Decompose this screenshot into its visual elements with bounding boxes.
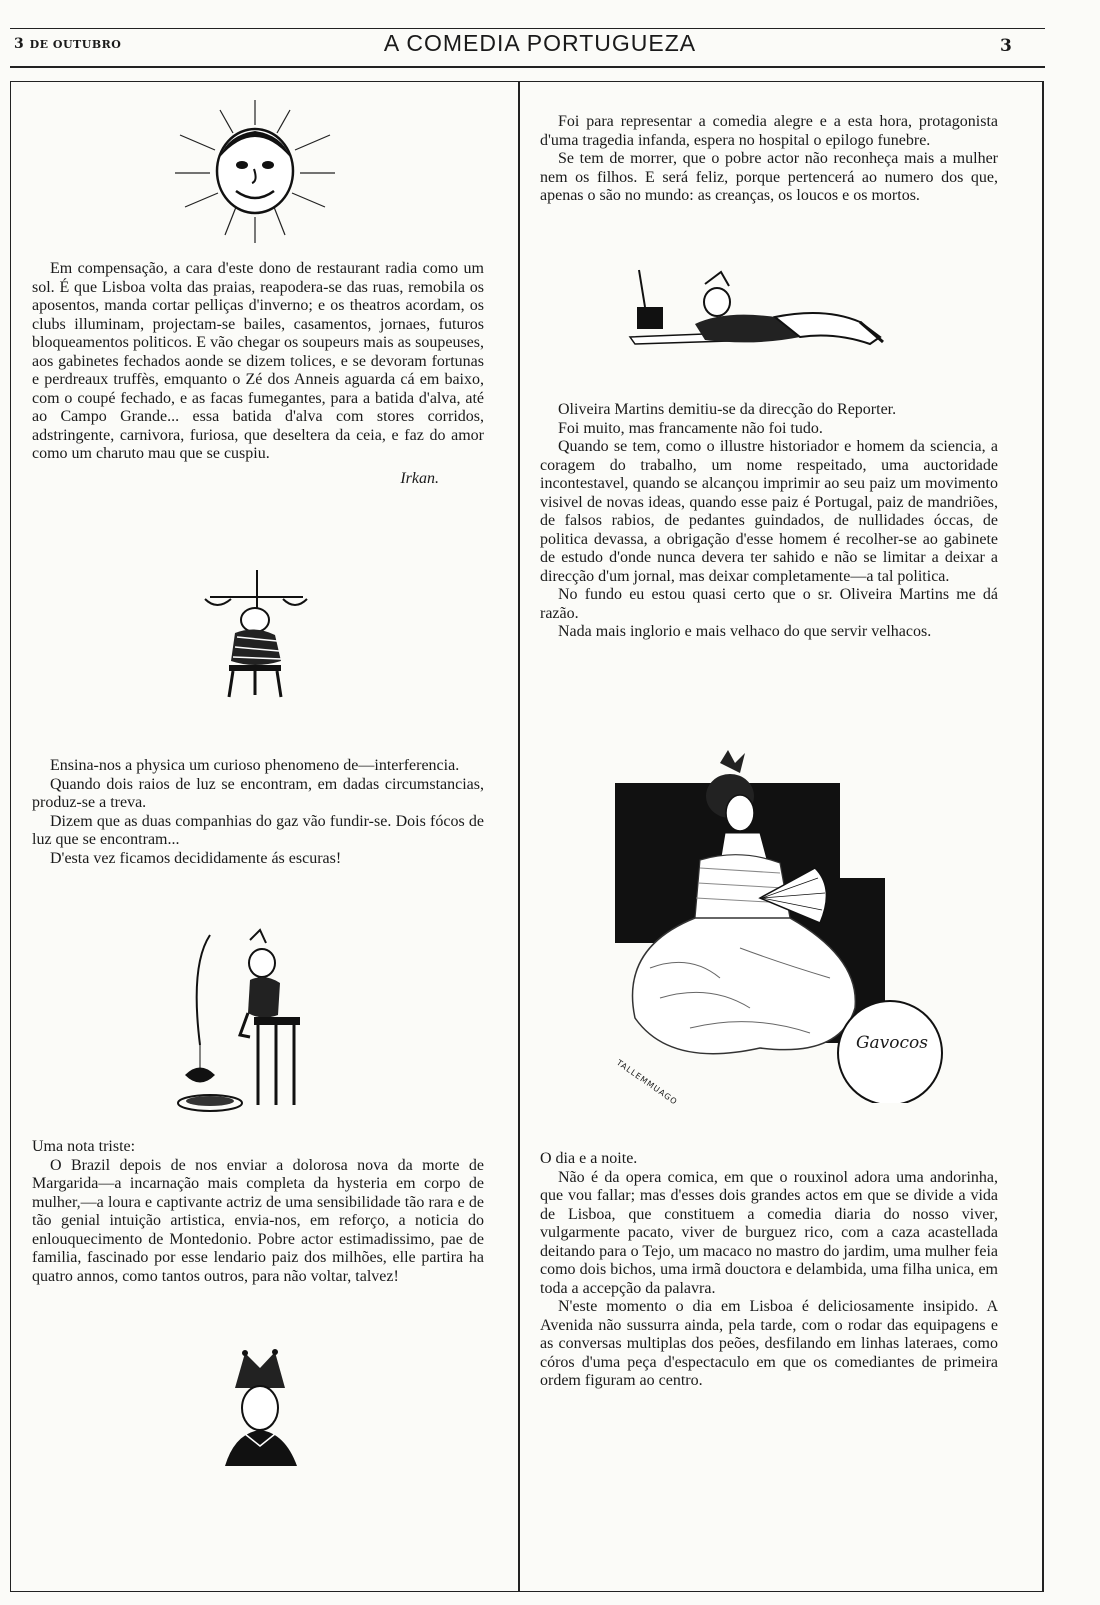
article-day-and-night [540, 1150, 998, 1391]
article-restaurant-body: Em compensação, a cara d'este dono de restaurant radia como um sol. É que Lisboa volta das praias, reapodera-se das ruas, remobila os aposentos, manda cortar pelliças d'inverno; e os theatros acordam, os clubs illuminam, projectam-se bailes, casamentos, jornaes, futuros bloqueamentos politicos. E vão chegar os soupeurs mais as soupeuses, aos gabinetes fechados aonde se dizem tolices, e se devoram fortunas e perdreaux truffès, emquanto o Zé dos Anneis aguarda cá em baixo, com o coupé fechado, e as facas fumegantes, para a batida d'alva, até ao Campo Grande... essa batida d'alva com stores corridos, adstringente, carnivora, furiosa, que deseltera da ceia, e faz do amor como um charuto mau que se cuspiu. [32, 260, 484, 462]
header-date-number: 3 [14, 36, 25, 52]
illustration-artist-signature: TALLEMMUAGO [614, 1058, 680, 1107]
frame-rule-right [1042, 82, 1044, 1592]
physics-paragraph-2: Quando dois raios de luz se encontram, em dadas circumstancias, produz-se a treva. [32, 775, 484, 811]
day-night-paragraph-1: Não é da opera comica, em que o rouxinol adora uma andorinha, que vou fallar; mas d'esses dois grandes actos em que se divide a vida de Lisboa, que constituem a comedia diaria do nosso viver, vulgarmente pacato, viver de burguez rico, com a caza acastellada deitando para o Tejo, um macaco no mastro do jardim, uma mulher feia como dois bichos, uma irmã douctora e delambida, uma filha unica, em toda a accepção da palavra. [540, 1168, 998, 1297]
column-divider [518, 82, 520, 1592]
fishing-figure-illustration [170, 925, 310, 1115]
oliveira-paragraph-4: No fundo eu estou quasi certo que o sr. Oliveira Martins me dá razão. [540, 586, 998, 622]
oliveira-paragraph-5: Nada mais inglorio e mais velhaco do que servir velhacos. [558, 623, 932, 640]
woman-bust-illustration [205, 1348, 315, 1468]
writer-lying-illustration [625, 262, 890, 362]
article-sad-note [32, 1138, 484, 1286]
physics-paragraph-4: D'esta vez ficamos decididamente ás escuras! [50, 849, 342, 867]
illustration-monogram: Gavocos [855, 1033, 929, 1053]
page-number: 3 [1000, 36, 1012, 56]
article-restaurant [32, 260, 484, 488]
day-night-heading: O dia e a noite. [540, 1150, 638, 1167]
sad-note-heading: Uma nota triste: [32, 1138, 136, 1155]
frame-rule-left [10, 82, 11, 1592]
frame-rule-bottom [10, 1591, 1044, 1592]
sun-face-illustration [170, 95, 340, 245]
article-oliveira-martins [540, 401, 998, 642]
physics-paragraph-3: Dizem que as duas companhias do gaz vão fundir-se. Dois fócos de luz que se encontram... [32, 812, 484, 848]
frame-rule-top [10, 81, 1044, 82]
tragedy-paragraph-2: Se tem de morrer, que o pobre actor não reconheça mais a mulher nem os filhos. E será feliz, porque pertencerá ao numero dos que, apenas o são no mundo: as creanças, os loucos e os mortos. [540, 150, 998, 204]
oliveira-paragraph-3: Quando se tem, como o illustre historiador e homem da sciencia, a coragem do trabalho, um nome respeitado, uma auctoridade incontestavel, quando se alcançou imprimir ao seu paiz um movimento visivel de novas ideas, quando esse paiz é Portugal, paiz de mandriões, de falsos rabios, de pedantes guindados, de nullidades óccas, de politica devassa, a obrigação d'esse homem é recolher-se ao gabinete de estudo d'onde nunca devera ter sahido e não se limitar a deixar a direcção d'um jornal, mas deixar completamente—a tal politica. [540, 438, 998, 585]
article-physics [32, 757, 484, 868]
day-night-paragraph-2: N'este momento o dia em Lisboa é deliciosamente insipido. A Avenida não sussurra ainda, pela tarde, com o rodar das equipagens e as conversas multiplas dos peões, desfilando em linhas lateraes, como córos d'uma peça d'espectaculo em que os comediantes de primeira ordem figuram ao centro. [540, 1298, 998, 1389]
tragedy-paragraph-1: Foi para representar a comedia alegre e a esta hora, protagonista d'uma tragedia infanda, espera no hospital o epilogo funebre. [540, 113, 998, 149]
header-rule-bottom [10, 66, 1045, 68]
oliveira-paragraph-1: Oliveira Martins demitiu-se da direcção do Reporter. [558, 401, 897, 418]
article-restaurant-signature: Irkan. [400, 469, 439, 487]
oliveira-paragraph-2: Foi muito, mas francamente não foi tudo. [558, 419, 823, 437]
header-rule-top [10, 28, 1045, 29]
header-date-month: DE OUTUBRO [29, 38, 122, 51]
sad-note-body: O Brazil depois de nos enviar a dolorosa nova da morte de Margarida—a incarnação mais completa da hysteria em corpo de mulher,—a loura e captivante actriz de uma sensibilidade tão rara e de tão genial intuição artistica, envia-nos, em reforço, a noticia do enlouquecimento de Montedonio. Pobre actor estimadissimo, pae de familia, fascinado por esse lendario paiz dos milhões, elle partira ha quatro annos, como tantos outros, para não voltar, talvez! [32, 1156, 484, 1285]
physics-paragraph-1: Ensina-nos a physica um curioso phenomeno de—interferencia. [50, 757, 460, 774]
scale-figure-illustration [195, 565, 320, 700]
masthead-title: A COMEDIA PORTUGUEZA [383, 30, 697, 56]
article-tragedy [540, 113, 998, 206]
